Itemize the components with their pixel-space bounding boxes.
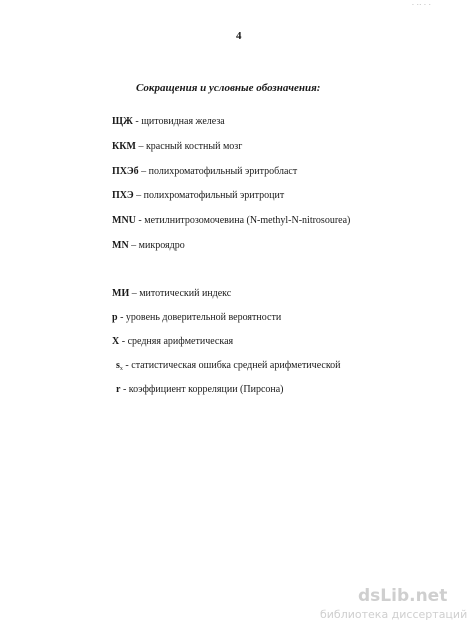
watermark-tagline: библиотека диссертаций	[320, 608, 467, 621]
abbreviation-definition: митотический индекс	[139, 288, 232, 299]
abbreviation-row	[112, 288, 231, 300]
abbreviation-row	[112, 215, 350, 227]
abbreviation-separator: -	[122, 360, 132, 371]
abbreviation-row	[112, 336, 233, 348]
abbreviation-term: ЩЖ	[112, 116, 133, 127]
abbreviation-separator: –	[138, 166, 149, 177]
abbreviation-term: ПХЭб	[112, 166, 139, 177]
abbreviation-separator: –	[128, 240, 139, 251]
abbreviation-definition: метилнитрозомочевина (N-methyl-N-nitrosourea)	[144, 215, 351, 226]
abbreviation-term: r	[116, 384, 121, 395]
abbreviation-row	[112, 240, 185, 252]
abbreviation-term: ККМ	[112, 141, 136, 152]
abbreviation-subscript: x	[119, 366, 123, 372]
abbreviation-term: MNU	[112, 215, 136, 226]
abbreviation-definition: уровень доверительной вероятности	[125, 312, 282, 323]
abbreviation-row	[112, 312, 281, 324]
abbreviation-term: MN	[112, 240, 129, 251]
page-number: 4	[236, 30, 242, 42]
abbreviation-definition: красный костный мозг	[145, 141, 243, 152]
abbreviation-definition: полихроматофильный эритробласт	[148, 166, 298, 177]
abbreviation-term: p	[112, 312, 118, 323]
abbreviation-separator: -	[120, 384, 129, 395]
abbreviation-term: X	[112, 336, 120, 347]
abbreviation-separator: -	[119, 336, 128, 347]
abbreviation-term: МИ	[112, 288, 130, 299]
abbreviation-definition: коэффициент корреляции (Пирсона)	[128, 384, 284, 395]
abbreviation-row	[112, 116, 225, 128]
abbreviation-term: ПХЭ	[112, 190, 134, 201]
abbreviation-definition: полихроматофильный эритроцит	[143, 190, 285, 201]
abbreviation-row	[112, 141, 242, 153]
abbreviation-row	[112, 190, 284, 202]
abbreviation-separator: -	[135, 215, 145, 226]
abbreviation-separator: -	[132, 116, 142, 127]
abbreviation-term: s	[116, 360, 120, 371]
abbreviation-definition: средняя арифметическая	[127, 336, 234, 347]
abbreviation-definition: микроядро	[138, 240, 185, 251]
abbreviation-row	[116, 384, 284, 396]
abbreviation-separator: –	[135, 141, 146, 152]
page-corner-mark: · ·· · ·	[412, 2, 432, 9]
abbreviation-separator: –	[133, 190, 144, 201]
abbreviation-definition: щитовидная железа	[141, 116, 225, 127]
abbreviation-definition: статистическая ошибка средней арифметической	[131, 360, 341, 371]
watermark-logo: dsLib.net	[358, 586, 448, 606]
abbreviation-row	[116, 360, 341, 375]
abbreviation-separator: –	[129, 288, 140, 299]
abbreviation-separator: -	[117, 312, 126, 323]
abbreviation-row	[112, 166, 297, 178]
page-title: Сокращения и условные обозначения:	[136, 82, 321, 94]
